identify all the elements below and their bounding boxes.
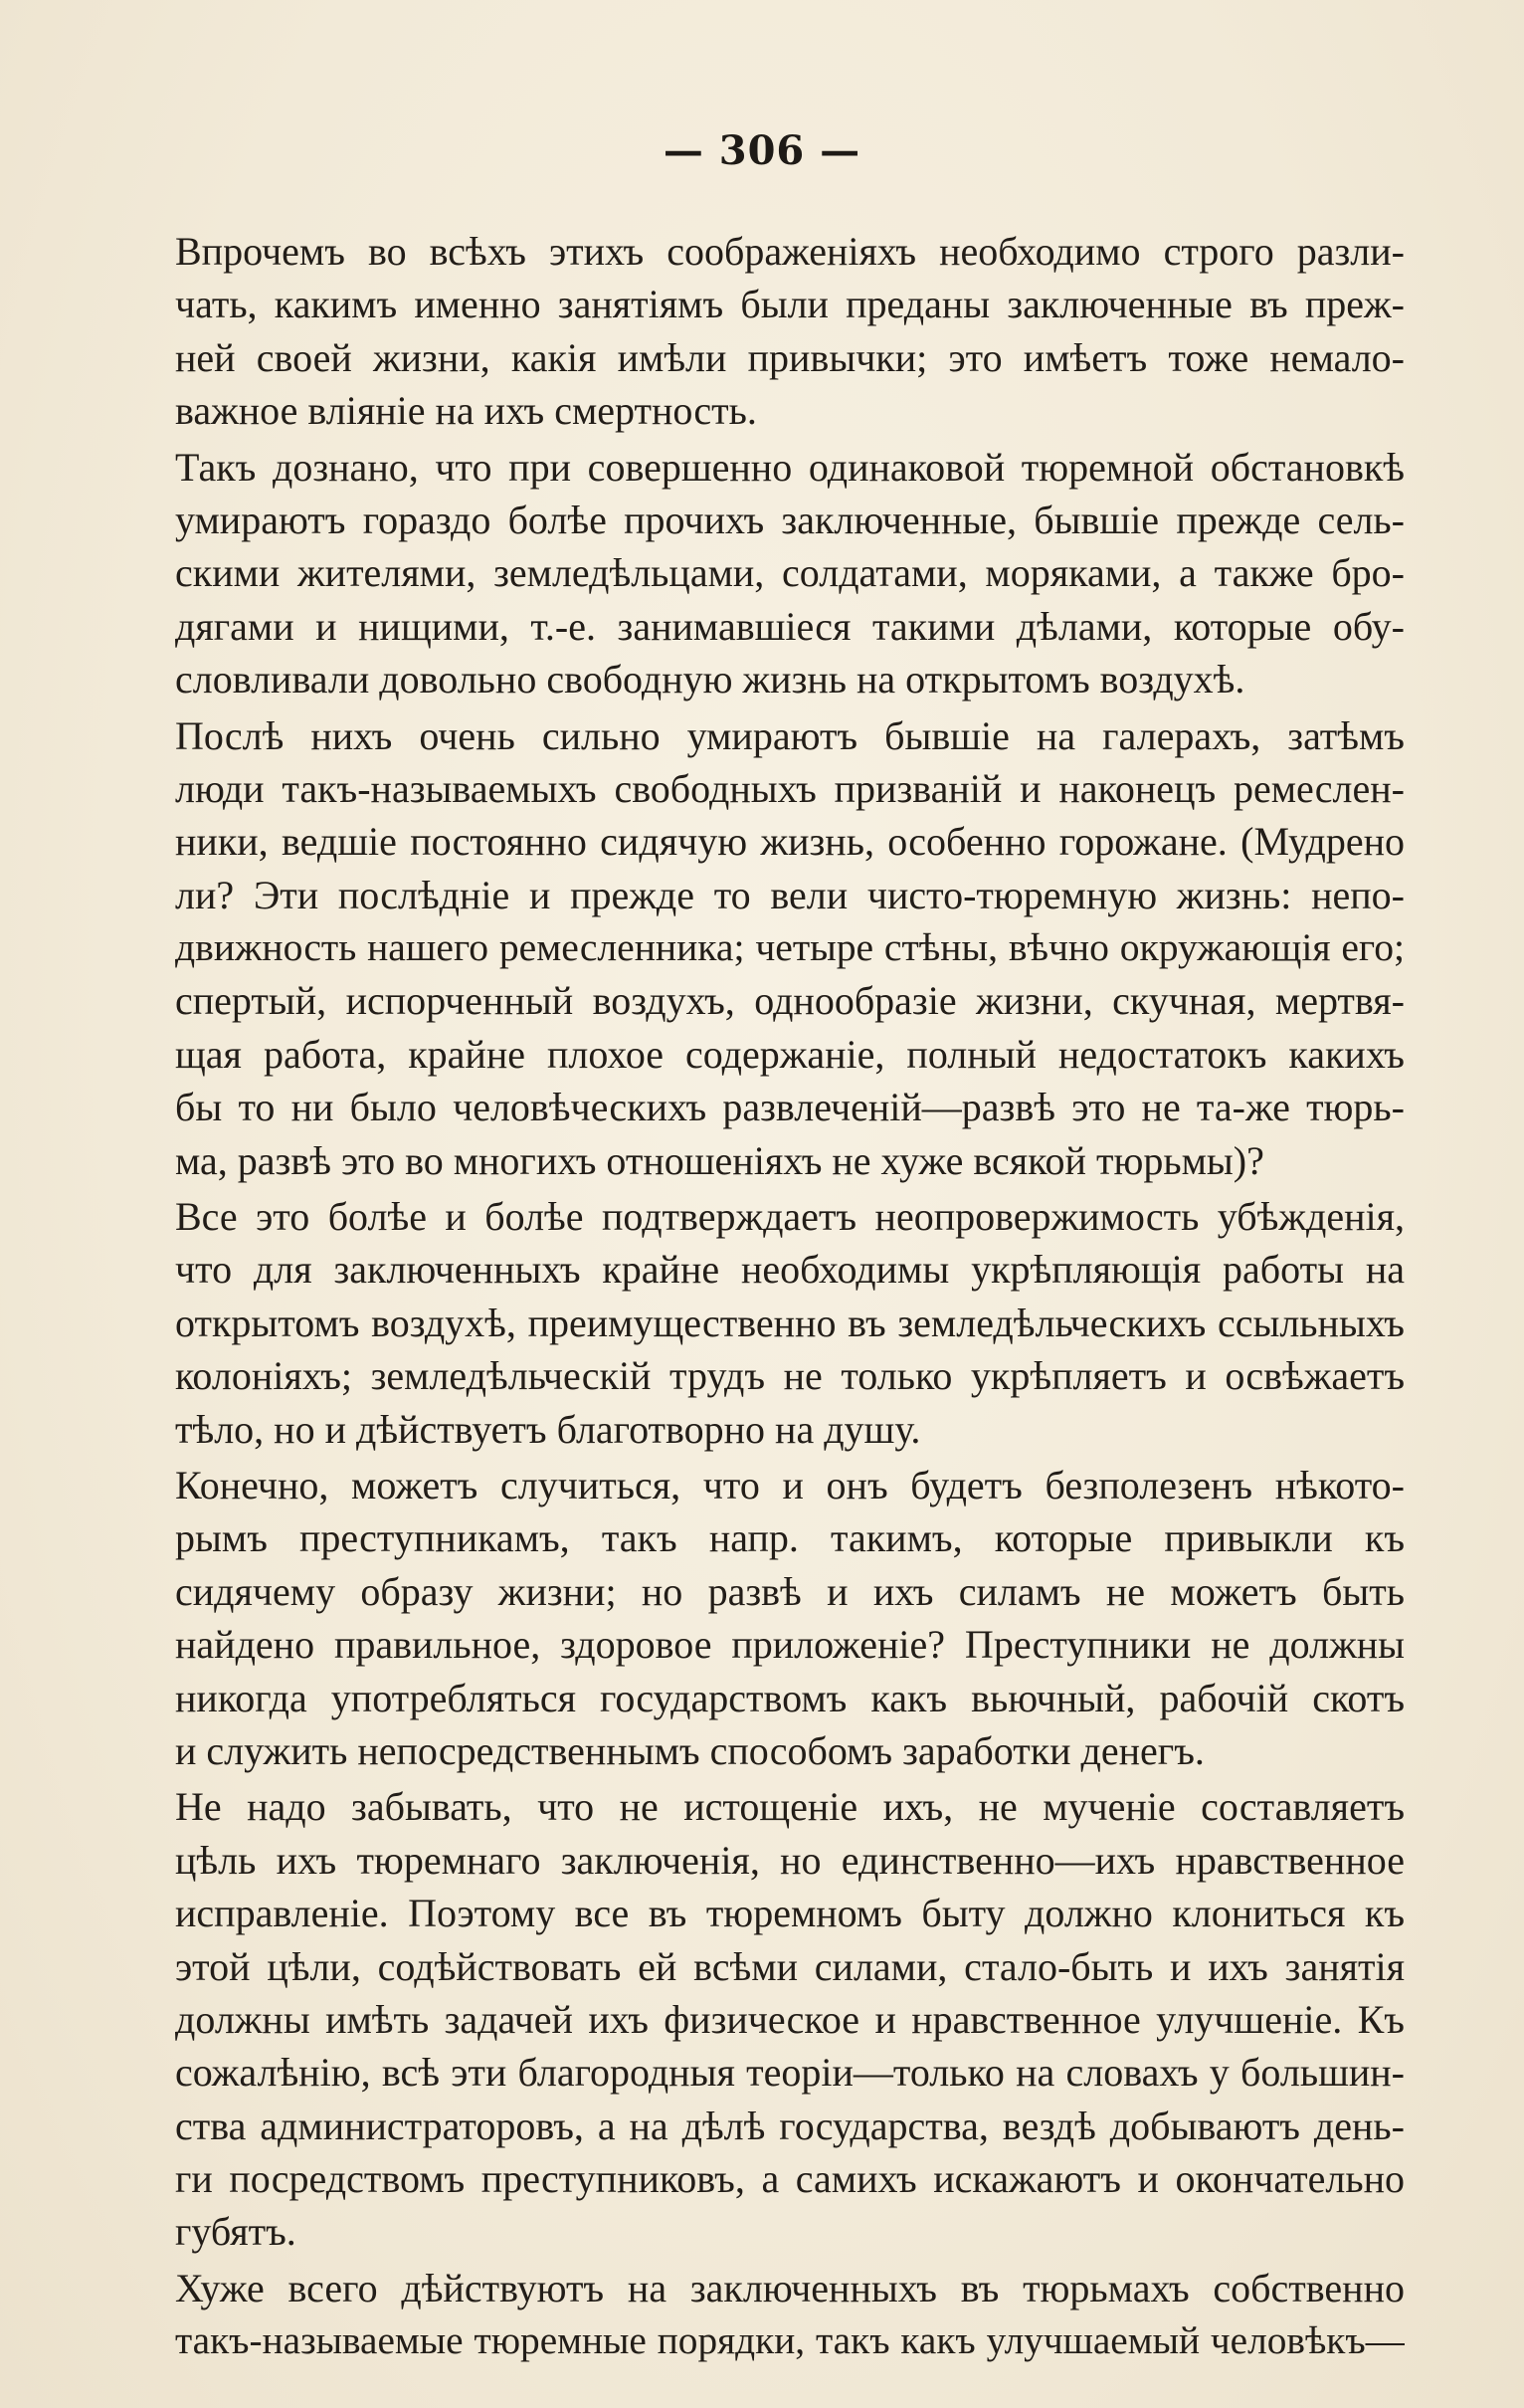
text-line: должны имѣть задачей ихъ физическое и нравственное улучшеніе. Къ	[175, 1996, 1405, 2042]
text-line: движность нашего ремесленника; четыре стѣны, вѣчно окружающія его;	[175, 925, 1405, 970]
text-line: дягами и нищими, т.-е. занимавшіеся такими дѣлами, которые обу-	[175, 603, 1405, 649]
paragraph	[175, 1780, 1405, 2259]
paragraph	[175, 1459, 1405, 1777]
paragraph	[175, 225, 1405, 438]
text-line: словливали довольно свободную жизнь на открытомъ воздухѣ.	[175, 657, 1245, 702]
text-line: открытомъ воздухѣ, преимущественно въ земледѣльческихъ ссыльныхъ	[175, 1300, 1405, 1345]
text-line: ней своей жизни, какія имѣли привычки; это имѣетъ тоже немало-	[175, 334, 1405, 380]
text-line: ги посредствомъ преступниковъ, а самихъ искажаютъ и окончательно	[175, 2156, 1405, 2202]
text-line: Такъ дознано, что при совершенно одинаковой тюремной обстановкѣ	[175, 444, 1405, 490]
body-text	[175, 225, 1405, 2368]
text-line: сидячему образу жизни; но развѣ и ихъ силамъ не можетъ быть	[175, 1568, 1405, 1614]
text-line: люди такъ-называемыхъ свободныхъ призваній и наконецъ ремеслен-	[175, 765, 1405, 811]
text-line: сожалѣнію, всѣ эти благородныя теоріи—только на словахъ у большин-	[175, 2050, 1405, 2096]
text-line: скими жителями, земледѣльцами, солдатами, моряками, а также бро-	[175, 550, 1405, 596]
text-line: ли? Эти послѣдніе и прежде то вели чисто-тюремную жизнь: непо-	[175, 872, 1405, 917]
paragraph	[175, 2262, 1405, 2368]
paragraph	[175, 441, 1405, 706]
text-line: умираютъ гораздо болѣе прочихъ заключенные, бывшіе прежде сель-	[175, 497, 1405, 542]
text-line: такъ-называемые тюремные порядки, такъ какъ улучшаемый человѣкъ—	[175, 2318, 1405, 2363]
text-line: Хуже всего дѣйствуютъ на заключенныхъ въ тюрьмахъ собственно	[175, 2265, 1405, 2310]
text-line: Не надо забывать, что не истощеніе ихъ, не мученіе составляетъ	[175, 1784, 1405, 1830]
text-line: Конечно, можетъ случиться, что и онъ будетъ безполезенъ нѣкото-	[175, 1462, 1405, 1507]
text-line: найдено правильное, здоровое приложеніе? Преступники не должны	[175, 1622, 1405, 1668]
text-line: ства администраторовъ, а на дѣлѣ государства, вездѣ добываютъ день-	[175, 2103, 1405, 2148]
text-line: рымъ преступникамъ, такъ напр. такимъ, которые привыкли къ	[175, 1515, 1405, 1561]
text-line: цѣль ихъ тюремнаго заключенія, но единственно—ихъ нравственное	[175, 1837, 1405, 1883]
text-line: никогда употребляться государствомъ какъ вьючный, рабочій скотъ	[175, 1675, 1405, 1720]
text-line: и служить непосредственнымъ способомъ заработки денегъ.	[175, 1727, 1205, 1773]
text-line: чать, какимъ именно занятіямъ были преданы заключенные въ преж-	[175, 282, 1405, 327]
text-line: бы то ни было человѣческихъ развлеченій—развѣ это не та-же тюрь-	[175, 1085, 1405, 1130]
paragraph	[175, 1190, 1405, 1456]
text-line: что для заключенныхъ крайне необходимы укрѣпляющія работы на	[175, 1247, 1405, 1293]
text-line: ники, ведшіе постоянно сидячую жизнь, особенно горожане. (Мудрено	[175, 819, 1405, 865]
page-number: — 306 —	[663, 127, 861, 174]
text-line: колоніяхъ; земледѣльческій трудъ не только укрѣпляетъ и освѣжаетъ	[175, 1353, 1405, 1399]
text-line: тѣло, но и дѣйствуетъ благотворно на душу.	[175, 1406, 921, 1452]
text-line: спертый, испорченный воздухъ, однообразіе жизни, скучная, мертвя-	[175, 978, 1405, 1024]
text-line: Все это болѣе и болѣе подтверждаетъ неопровержимость убѣжденія,	[175, 1194, 1405, 1240]
text-line: Впрочемъ во всѣхъ этихъ соображеніяхъ необходимо строго разли-	[175, 229, 1405, 274]
text-line: этой цѣли, содѣйствовать ей всѣми силами, стало-быть и ихъ занятія	[175, 1943, 1405, 1989]
paragraph	[175, 709, 1405, 1188]
text-line: губятъ.	[175, 2209, 296, 2255]
text-line: щая работа, крайне плохое содержаніе, полный недостатокъ какихъ	[175, 1031, 1405, 1077]
text-line: важное вліяніе на ихъ смертность.	[175, 388, 757, 434]
text-line: Послѣ нихъ очень сильно умираютъ бывшіе на галерахъ, затѣмъ	[175, 712, 1405, 758]
text-line: исправленіе. Поэтому все въ тюремномъ быту должно клониться къ	[175, 1891, 1405, 1936]
text-line: ма, развѣ это во многихъ отношеніяхъ не хуже всякой тюрьмы)?	[175, 1137, 1264, 1183]
